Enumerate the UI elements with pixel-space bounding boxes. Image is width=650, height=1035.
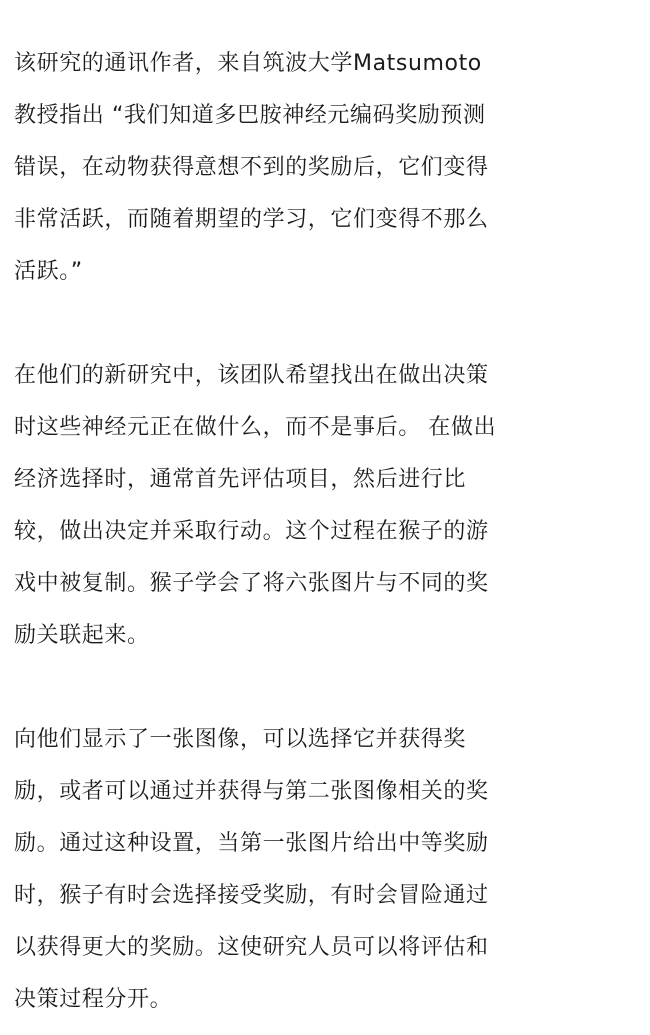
paragraph-3 bbox=[14, 714, 626, 1026]
text-line: 非常活跃，而随着期望的学习，它们变得不那么 bbox=[14, 207, 489, 232]
paragraph-1 bbox=[14, 38, 626, 298]
paragraph-spacer bbox=[14, 298, 626, 350]
text-line: 以获得更大的奖励。这使研究人员可以将评估和 bbox=[14, 935, 489, 960]
text-line: 励关联起来。 bbox=[14, 623, 150, 648]
text-line: 较，做出决定并采取行动。这个过程在猴子的游 bbox=[14, 519, 489, 544]
text-line: 在他们的新研究中，该团队希望找出在做出决策 bbox=[14, 363, 489, 388]
text-line: 活跃。” bbox=[14, 259, 83, 284]
paragraph-spacer bbox=[14, 662, 626, 714]
text-line: 时这些神经元正在做什么，而不是事后。 在做出 bbox=[14, 415, 497, 440]
text-line: 向他们显示了一张图像，可以选择它并获得奖 bbox=[14, 727, 467, 752]
text-line: 错误，在动物获得意想不到的奖励后，它们变得 bbox=[14, 155, 489, 180]
text-line: 该研究的通讯作者，来自筑波大学Matsumoto bbox=[14, 51, 482, 76]
article-body bbox=[14, 38, 626, 1026]
text-line: 时，猴子有时会选择接受奖励，有时会冒险通过 bbox=[14, 883, 489, 908]
text-line: 经济选择时，通常首先评估项目，然后进行比 bbox=[14, 467, 467, 492]
text-line: 戏中被复制。猴子学会了将六张图片与不同的奖 bbox=[14, 571, 489, 596]
text-line: 励，或者可以通过并获得与第二张图像相关的奖 bbox=[14, 779, 489, 804]
paragraph-2 bbox=[14, 350, 626, 662]
text-line: 教授指出 “我们知道多巴胺神经元编码奖励预测 bbox=[14, 103, 486, 128]
text-line: 励。通过这种设置，当第一张图片给出中等奖励 bbox=[14, 831, 489, 856]
text-line: 决策过程分开。 bbox=[14, 987, 173, 1012]
